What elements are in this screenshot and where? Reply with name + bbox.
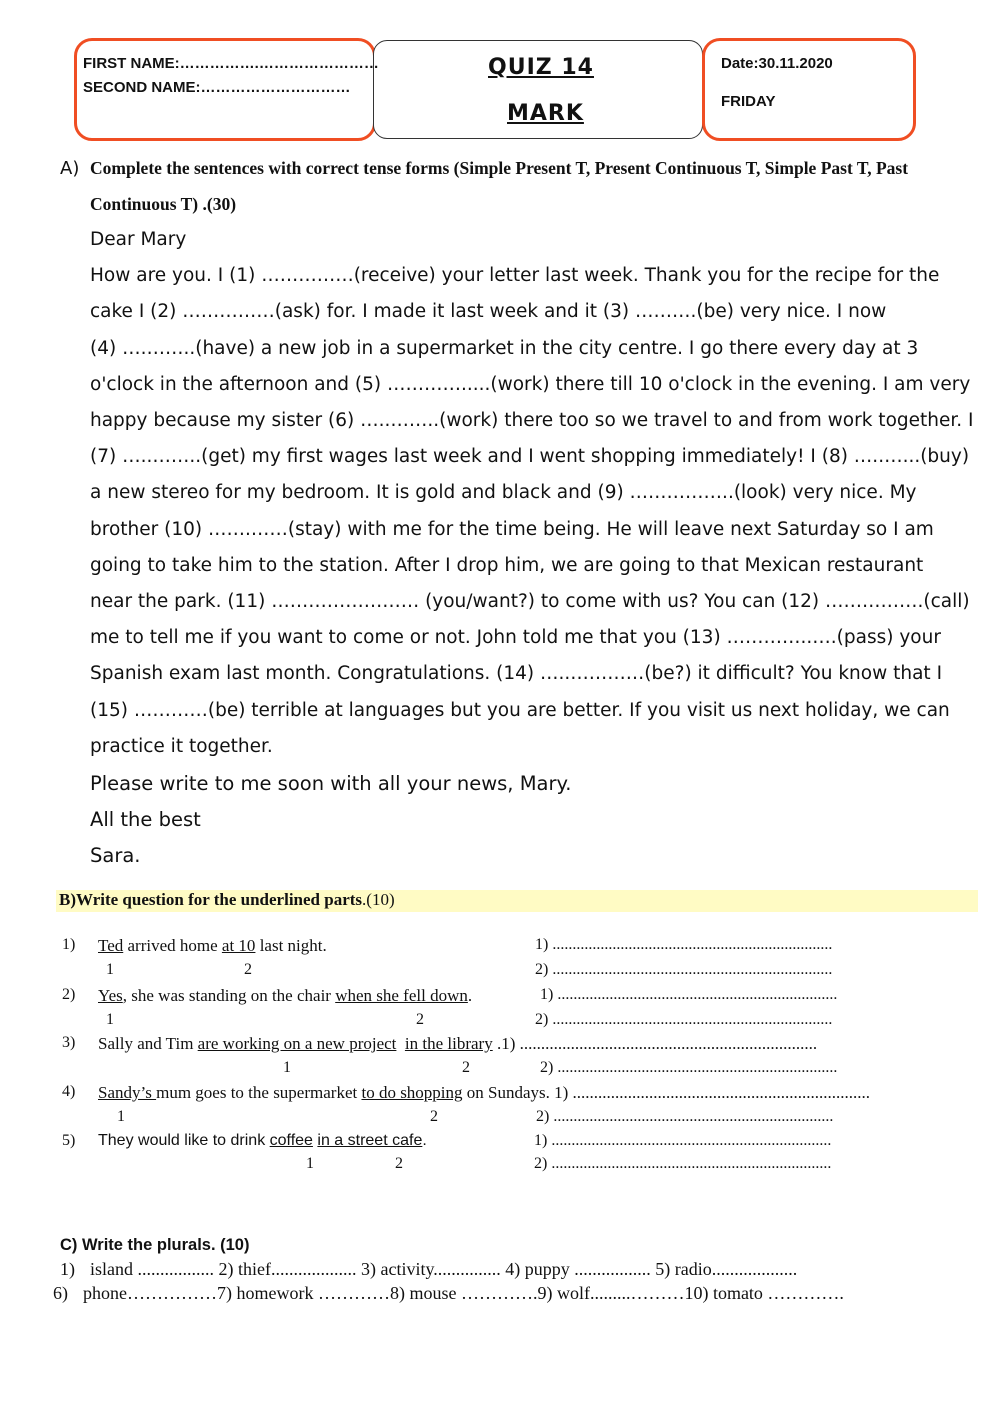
part-marker: 2 — [395, 1155, 403, 1172]
sentence-text: . — [422, 1132, 427, 1149]
underlined-part-2: to do shopping — [361, 1083, 463, 1102]
letter-line[interactable]: Spanish exam last month. Congratulations. (14) …..…………(be?) it difficult? You know that I — [90, 663, 943, 684]
letter-line[interactable]: How are you. I (1) ……………(receive) your letter last week. Thank you for the recipe for the — [90, 265, 940, 286]
answer-line[interactable]: 2) ...................................................................... — [535, 1011, 833, 1028]
date-box — [702, 38, 916, 141]
letter-line[interactable]: (15) …………(be) terrible at languages but you are better. If you visit us next holiday, we can — [90, 700, 950, 721]
section-b-title — [59, 890, 395, 910]
underlined-part-2: in the library — [404, 1034, 493, 1053]
letter-line[interactable]: near the park. (11) …………………… (you/want?) to come with us? You can (12) …………….(call) — [90, 591, 970, 612]
sentence-text: Sally and Tim — [98, 1034, 198, 1053]
letter-closing-line: Please write to me soon with all your news, Mary. — [90, 772, 572, 795]
answer-line[interactable]: 1) ...................................................................... — [535, 936, 833, 953]
part-marker: 2 — [430, 1108, 438, 1125]
section-c-title: C) Write the plurals. (10) — [60, 1236, 250, 1254]
sentence-text: , she was standing on the chair — [122, 986, 336, 1005]
answer-line[interactable]: .1) ...................................................................... — [492, 1034, 818, 1053]
underlined-part-1: coffee — [269, 1132, 313, 1149]
first-name-field[interactable]: FIRST NAME:…………….…………………… — [83, 55, 379, 72]
b-item-number: 2) — [62, 986, 76, 1003]
b-item-sentence — [98, 1083, 870, 1103]
part-marker: 1 — [106, 1011, 114, 1028]
sentence-text: mum goes to the supermarket — [156, 1083, 362, 1102]
letter-closing-line: Sara. — [90, 844, 141, 867]
b-item-sentence — [98, 936, 327, 956]
underlined-part-1: Sandy’s — [98, 1083, 157, 1102]
sentence-text: arrived home — [123, 936, 222, 955]
letter-line[interactable]: practice it together. — [90, 736, 273, 757]
date-label: Date:30.11.2020 — [721, 55, 833, 72]
sentence-text — [396, 1034, 405, 1053]
plural-row[interactable]: phone……………7) homework …………8) mouse ………….9) wolf.........………10) tomato …………. — [83, 1283, 844, 1303]
plural-row-number: 6) — [53, 1283, 68, 1303]
section-b-points: .(10) — [362, 890, 395, 909]
sentence-text: They would like to drink — [98, 1132, 270, 1149]
letter-line[interactable]: happy because my sister (6) …..……..(work) there too so we travel to and from work together. I — [90, 410, 974, 431]
underlined-part-2: at 10 — [221, 936, 256, 955]
section-a-instruction: Complete the sentences with correct tense forms (Simple Present T, Present Continuous T, Simple Past T, Past — [90, 158, 909, 178]
b-item-sentence — [98, 986, 472, 1006]
sentence-text: . — [467, 986, 473, 1005]
b-item-sentence — [98, 1034, 817, 1054]
answer-line[interactable]: 1) ...................................................................... — [534, 1132, 832, 1149]
answer-line[interactable]: 1) ...................................................................... — [540, 986, 838, 1003]
part-marker: 2 — [244, 961, 252, 978]
plural-row[interactable]: island ................. 2) thief................... 3) activity............... 4) puppy ................. 5) radio................... — [90, 1259, 798, 1279]
answer-line[interactable]: 2) ...................................................................... — [536, 1108, 834, 1125]
part-marker: 1 — [117, 1108, 125, 1125]
section-a-letter: A) — [60, 158, 80, 179]
plural-row-number: 1) — [60, 1259, 75, 1279]
day-label: FRIDAY — [721, 93, 776, 110]
letter-line[interactable]: (7) …..……..(get) my first wages last week and I went shopping immediately! I (8) …..…...(buy) — [90, 446, 970, 467]
letter-line[interactable]: me to tell me if you want to come or not. John told me that you (13) …………..….(pass) your — [90, 627, 941, 648]
part-marker: 1 — [283, 1059, 291, 1076]
section-b-title-text: B)Write question for the underlined parts — [59, 890, 363, 909]
letter-line[interactable]: going to take him to the station. After I drop him, we are going to that Mexican restaurant — [90, 555, 924, 576]
underlined-part-2: in a street cafe — [317, 1132, 423, 1149]
b-item-number: 4) — [62, 1083, 76, 1100]
second-name-field[interactable]: SECOND NAME:………………………… — [83, 79, 351, 96]
underlined-part-2: when she fell down — [335, 986, 468, 1005]
underlined-part-1: Ted — [98, 936, 124, 955]
part-marker: 2 — [416, 1011, 424, 1028]
section-a-instruction-cont: Continuous T) .(30) — [90, 194, 237, 214]
underlined-part-1: are working on a new project — [197, 1034, 397, 1053]
letter-line[interactable]: brother (10) …….……(stay) with me for the time being. He will leave next Saturday so I am — [90, 519, 934, 540]
part-marker: 1 — [106, 961, 114, 978]
quiz-title: QUIZ 14 — [488, 55, 594, 80]
letter-line[interactable]: a new stereo for my bedroom. It is gold and black and (9) ……………..(look) very nice. My — [90, 482, 917, 503]
letter-greeting: Dear Mary — [90, 229, 187, 250]
sentence-text: last night. — [255, 936, 327, 955]
mark-label: MARK — [507, 101, 584, 126]
b-item-number: 1) — [62, 936, 76, 953]
part-marker: 2 — [462, 1059, 470, 1076]
answer-line[interactable]: on Sundays. 1) ...................................................................... — [462, 1083, 871, 1102]
letter-line[interactable]: (4) ….……..(have) a new job in a supermarket in the city centre. I go there every day at 3 — [90, 338, 919, 359]
letter-line[interactable]: cake I (2) ……………(ask) for. I made it last week and it (3) ……….(be) very nice. I now — [90, 301, 887, 322]
part-marker: 1 — [306, 1155, 314, 1172]
answer-line[interactable]: 2) ...................................................................... — [540, 1059, 838, 1076]
b-item-number: 5) — [62, 1132, 76, 1149]
answer-line[interactable]: 2) ...................................................................... — [535, 961, 833, 978]
underlined-part-1: Yes — [98, 986, 123, 1005]
letter-line[interactable]: o'clock in the afternoon and (5) ………….....(work) there till 10 o'clock in the evening. I am very — [90, 374, 971, 395]
letter-closing-line: All the best — [90, 808, 201, 831]
answer-line[interactable]: 2) ...................................................................... — [534, 1155, 832, 1172]
b-item-sentence — [98, 1132, 427, 1150]
b-item-number: 3) — [62, 1034, 76, 1051]
